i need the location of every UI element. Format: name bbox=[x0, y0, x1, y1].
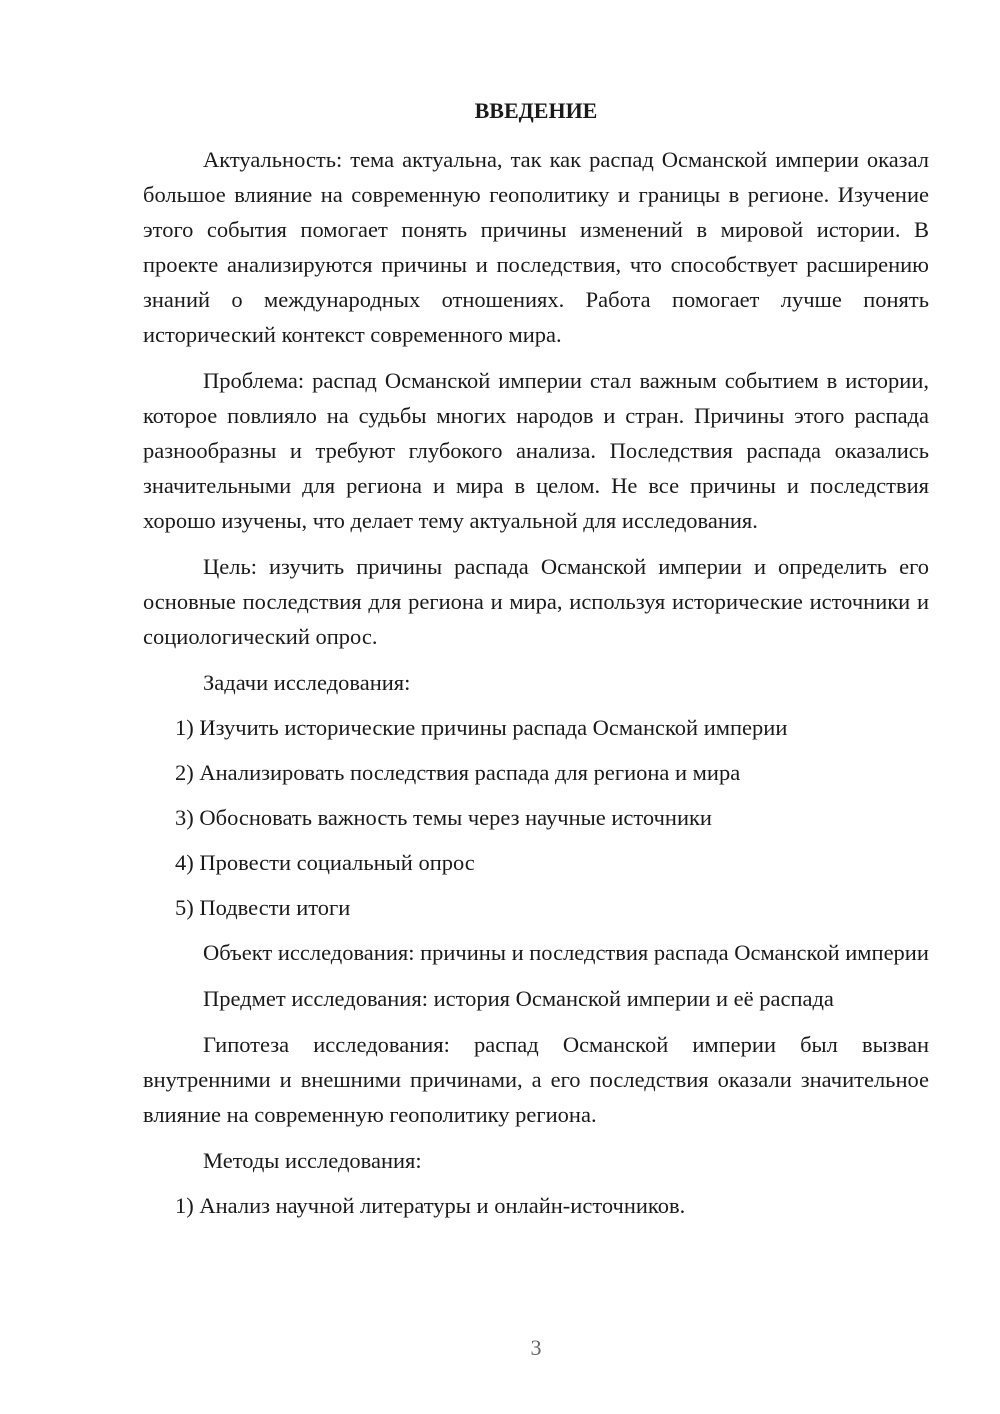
goal-paragraph: Цель: изучить причины распада Османской империи и определить его основные последствия для региона и мира, используя исторические источники и социологический опрос. bbox=[143, 554, 929, 649]
hypothesis-paragraph: Гипотеза исследования: распад Османской империи был вызван внутренними и внешними причинами, а его последствия оказали значительное влияние на современную геополитику региона. bbox=[143, 1032, 929, 1127]
task-item: 1) Изучить исторические причины распада Османской империи bbox=[175, 715, 788, 740]
method-item: 1) Анализ научной литературы и онлайн-источников. bbox=[175, 1193, 686, 1218]
section-title: ВВЕДЕНИЕ bbox=[474, 98, 598, 123]
task-item: 3) Обосновать важность темы через научные источники bbox=[175, 805, 712, 830]
relevance-paragraph: Актуальность: тема актуальна, так как распад Османской империи оказал большое влияние на современную геополитику и границы в регионе. Изучение этого события помогает понять причины изменений в мировой истории. В проекте анализируются причины и последствия, что способствует расширению знаний о международных отношениях. Работа помогает лучше понять исторический контекст современного мира. bbox=[143, 147, 929, 347]
task-item: 5) Подвести итоги bbox=[175, 895, 351, 920]
task-item: 2) Анализировать последствия распада для региона и мира bbox=[175, 760, 741, 785]
problem-paragraph: Проблема: распад Османской империи стал важным событием в истории, которое повлияло на судьбы многих народов и стран. Причины этого распада разнообразны и требуют глубокого анализа. Последствия распада оказались значительными для региона и мира в целом. Не все причины и последствия хорошо изучены, что делает тему актуальной для исследования. bbox=[143, 368, 929, 533]
tasks-heading: Задачи исследования: bbox=[203, 670, 411, 695]
document-body bbox=[143, 142, 929, 1233]
page-number: 3 bbox=[530, 1335, 542, 1360]
object-paragraph: Объект исследования: причины и последствия распада Османской империи bbox=[203, 940, 929, 965]
methods-heading: Методы исследования: bbox=[203, 1148, 422, 1173]
task-item: 4) Провести социальный опрос bbox=[175, 850, 475, 875]
subject-paragraph: Предмет исследования: история Османской империи и её распада bbox=[203, 986, 834, 1011]
